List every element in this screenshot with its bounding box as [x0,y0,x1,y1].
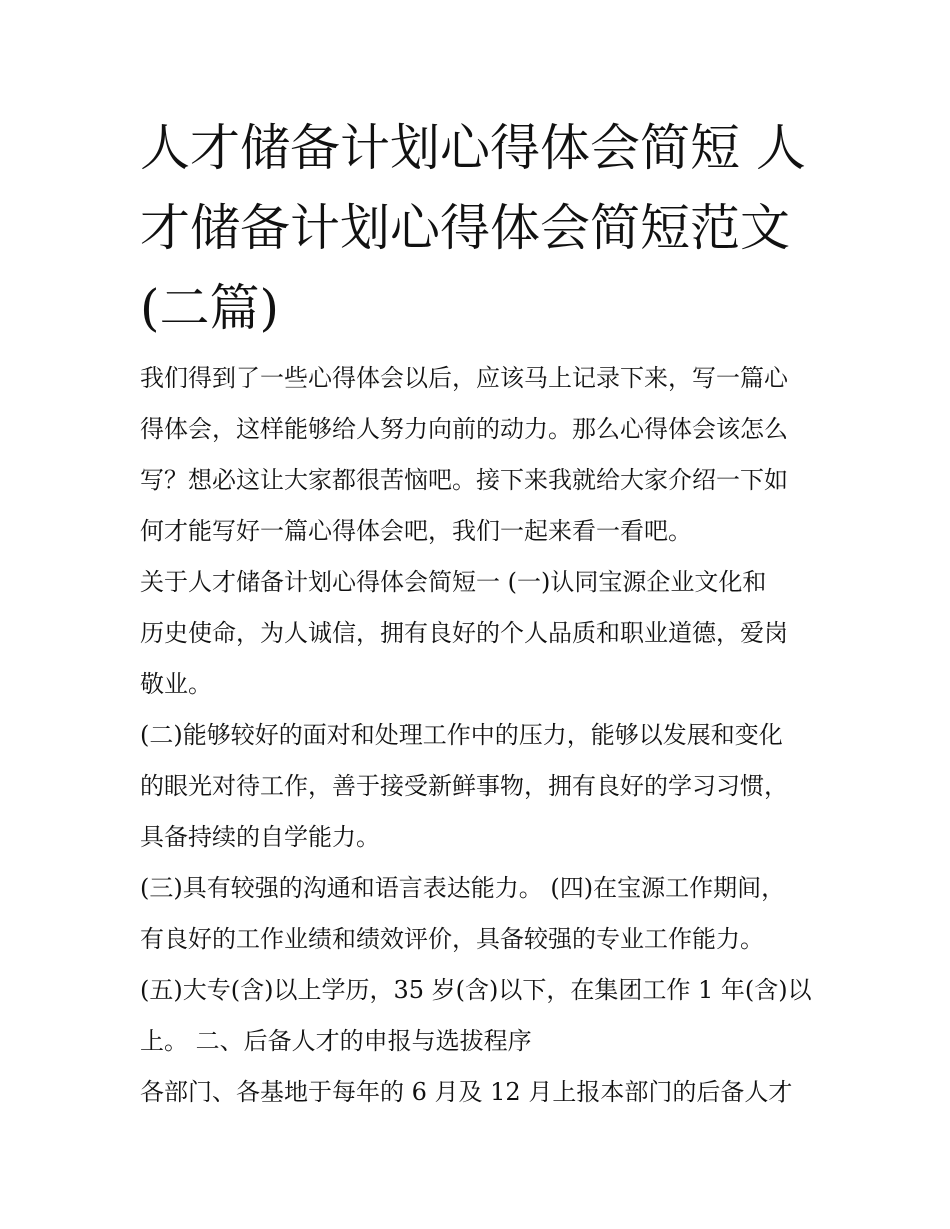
body-line: (五)大专(含)以上学历，35 岁(含)以下，在集团工作 1 年(含)以 [140,976,812,1004]
body-line: 写？想必这让大家都很苦恼吧。接下来我就给大家介绍一下如 [140,466,788,494]
title-line-3: (二篇) [140,279,280,337]
body-line: (二)能够较好的面对和处理工作中的压力，能够以发展和变化 [140,721,783,749]
body-line: 各部门、各基地于每年的 6 月及 12 月上报本部门的后备人才 [140,1078,793,1106]
body-line: 的眼光对待工作，善于接受新鲜事物，拥有良好的学习习惯， [140,772,788,800]
title-line-2: 才储备计划心得体会简短范文 [140,199,790,257]
body-line: 历史使命，为人诚信，拥有良好的个人品质和职业道德，爱岗 [140,619,788,647]
body-line: 得体会，这样能够给人努力向前的动力。那么心得体会该怎么 [140,415,788,443]
body-line: 有良好的工作业绩和绩效评价，具备较强的专业工作能力。 [140,925,764,953]
body-line: 关于人才储备计划心得体会简短一 (一)认同宝源企业文化和 [140,568,767,596]
body-line: 何才能写好一篇心得体会吧，我们一起来看一看吧。 [140,517,692,545]
document-body [140,353,830,1118]
body-line: 具备持续的自学能力。 [140,823,380,851]
body-line: 敬业。 [140,670,212,698]
body-line: 我们得到了一些心得体会以后，应该马上记录下来，写一篇心 [140,364,788,392]
title-line-1: 人才储备计划心得体会简短 人 [140,119,806,177]
body-line: 上。 二、后备人才的申报与选拔程序 [140,1027,532,1055]
document-title [140,108,820,348]
body-line: (三)具有较强的沟通和语言表达能力。 (四)在宝源工作期间， [140,874,786,902]
